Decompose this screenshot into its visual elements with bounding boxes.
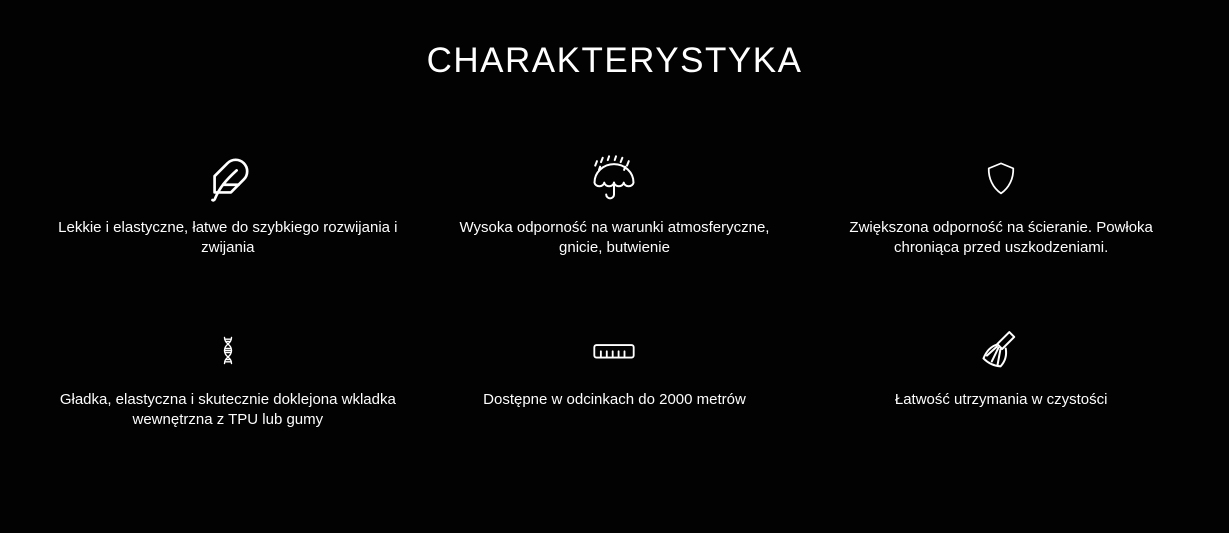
dna-icon bbox=[212, 328, 244, 374]
feature-inner-lining bbox=[35, 322, 422, 430]
features-grid bbox=[35, 150, 1195, 430]
feature-text: Lekkie i elastyczne, łatwe do szybkiego rozwijania i zwijania bbox=[58, 219, 398, 256]
section-title: CHARAKTERYSTYKA bbox=[426, 41, 803, 80]
broom-icon bbox=[978, 328, 1024, 374]
ruler-icon bbox=[590, 330, 638, 372]
feather-icon bbox=[205, 154, 251, 204]
shield-icon bbox=[981, 154, 1021, 204]
feature-abrasion-resistance bbox=[808, 150, 1195, 258]
feature-weather-resistance bbox=[421, 150, 808, 258]
feature-easy-cleaning bbox=[808, 322, 1195, 430]
feature-lightweight bbox=[35, 150, 422, 258]
feature-text: Zwiększona odporność na ścieranie. Powłoka chroniąca przed uszkodzeniami. bbox=[849, 219, 1153, 256]
feature-text: Wysoka odporność na warunki atmosferyczne, gnicie, butwienie bbox=[459, 219, 770, 256]
feature-text: Gładka, elastyczna i skutecznie doklejona wkladka wewnętrzna z TPU lub gumy bbox=[59, 391, 396, 428]
umbrella-rain-icon bbox=[588, 155, 640, 203]
feature-text: Dostępne w odcinkach do 2000 metrów bbox=[483, 391, 746, 408]
feature-text: Łatwość utrzymania w czystości bbox=[894, 391, 1108, 408]
feature-length bbox=[421, 322, 808, 430]
